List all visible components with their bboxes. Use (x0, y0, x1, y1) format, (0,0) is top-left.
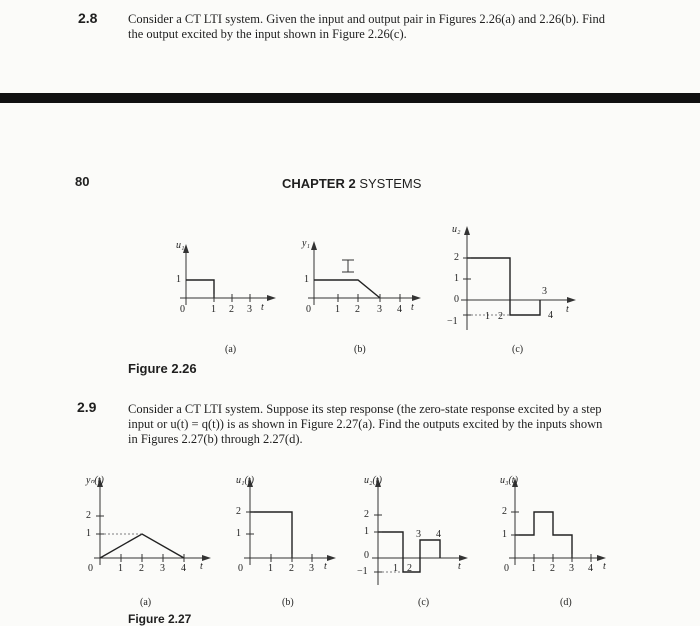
fig-2-27a-ytick-2: 2 (86, 510, 91, 521)
fig-2-26c-ytick-1: 1 (454, 273, 459, 284)
fig-2-27c-xtick-2: 2 (407, 563, 412, 574)
fig-2-27c-xtick-3: 3 (416, 529, 421, 540)
fig-2-26b-sublabel: (b) (354, 344, 366, 355)
fig-2-26b-signal (314, 280, 380, 298)
fig-2-26c-ytick-2: 2 (454, 252, 459, 263)
problem-2-9-line-3: in Figures 2.27(b) through 2.27(d). (128, 432, 303, 446)
fig-2-27c-ylabel: u₂(t) (364, 475, 382, 486)
problem-2-9-text (128, 402, 648, 447)
fig-2-26a-plot (180, 244, 276, 305)
fig-2-27b-xtick-1: 1 (268, 563, 273, 574)
fig-2-27c-ytick-neg1: −1 (357, 566, 368, 577)
fig-2-27d-xtick-4: 4 (588, 563, 593, 574)
fig-2-26a-xtick-t: t (261, 302, 264, 313)
fig-2-26c-sublabel: (c) (512, 344, 524, 355)
fig-2-26c-ylabel: u₂ (452, 224, 461, 235)
fig-2-26a-ytick-1: 1 (176, 274, 181, 285)
fig-2-26a-pulse (186, 280, 214, 298)
fig-2-27d-ytick-1: 1 (502, 529, 507, 540)
fig-2-26b-xtick-0: 0 (306, 304, 311, 315)
fig-2-27a-xtick-3: 3 (160, 563, 165, 574)
fig-2-27d-ytick-2: 2 (502, 506, 507, 517)
fig-2-26a-xtick-1: 1 (211, 304, 216, 315)
fig-2-27b-plot (244, 478, 336, 565)
fig-2-26b-xtick-3: 3 (377, 304, 382, 315)
fig-2-27b-ylabel: u₁(t) (236, 475, 254, 486)
chapter-title: SYSTEMS (359, 176, 422, 191)
fig-2-27a-xtick-1: 1 (118, 563, 123, 574)
problem-2-9-number: 2.9 (77, 399, 97, 415)
figure-2-26-caption: Figure 2.26 (128, 361, 197, 376)
fig-2-27b-xtick-0: 0 (238, 563, 243, 574)
fig-2-26c-xtick-t: t (566, 304, 569, 315)
fig-2-26b-ylabel: y₁ (302, 238, 310, 249)
fig-2-26a-xtick-0: 0 (180, 304, 185, 315)
problem-2-8-line-2: the output excited by the input shown in Figure 2.26(c). (128, 27, 407, 41)
fig-2-26b-xtick-1: 1 (335, 304, 340, 315)
fig-2-26a-xtick-2: 2 (229, 304, 234, 315)
fig-2-26b-xtick-2: 2 (355, 304, 360, 315)
fig-2-27a-xtick-0: 0 (88, 563, 93, 574)
fig-2-27d-xtick-1: 1 (531, 563, 536, 574)
fig-2-27c-ytick-1: 1 (364, 526, 369, 537)
problem-2-9-line-2: input or u(t) = q(t)) is as shown in Figure 2.27(a). Find the outputs excited by the inputs shown (128, 417, 603, 431)
fig-2-26a-xtick-3: 3 (247, 304, 252, 315)
fig-2-27a-sublabel: (a) (140, 597, 152, 608)
fig-2-26b-ytick-1: 1 (304, 274, 309, 285)
fig-2-27d-input (515, 512, 572, 558)
fig-2-27a-xtick-4: 4 (181, 563, 186, 574)
fig-2-27d-plot (509, 478, 606, 565)
fig-2-26b-plot (308, 241, 421, 305)
fig-2-26c-signal (467, 258, 540, 315)
problem-2-8-number: 2.8 (78, 10, 98, 26)
fig-2-27c-ytick-2: 2 (364, 509, 369, 520)
fig-2-26c-plot (461, 226, 576, 330)
fig-2-27a-ylabel: yₙ(t) (86, 475, 104, 486)
fig-2-27a-xtick-2: 2 (139, 563, 144, 574)
fig-2-26b-xtick-4: 4 (397, 304, 402, 315)
fig-2-27b-sublabel: (b) (282, 597, 294, 608)
fig-2-27b-ytick-1: 1 (236, 528, 241, 539)
fig-2-27b-xtick-2: 2 (289, 563, 294, 574)
fig-2-27a-plot (94, 478, 211, 565)
fig-2-27b-xtick-3: 3 (309, 563, 314, 574)
fig-2-27c-xtick-1: 1 (393, 563, 398, 574)
fig-2-27c-sublabel: (c) (418, 597, 430, 608)
fig-2-26c-ytick-0: 0 (454, 294, 459, 305)
fig-2-27d-xtick-2: 2 (550, 563, 555, 574)
fig-2-27c-xtick-4: 4 (436, 529, 441, 540)
fig-2-27d-xtick-3: 3 (569, 563, 574, 574)
figure-2-27-caption: Figure 2.27 (128, 612, 192, 626)
fig-2-26b-xtick-t: t (411, 302, 414, 313)
fig-2-26c-xtick-2: 2 (498, 311, 503, 322)
fig-2-26c-ytick-neg1: −1 (447, 316, 458, 327)
fig-2-26c-xtick-4: 4 (548, 310, 553, 321)
chapter-label: CHAPTER 2 (282, 176, 356, 191)
fig-2-27b-ytick-2: 2 (236, 506, 241, 517)
fig-2-27c-ytick-0: 0 (364, 550, 369, 561)
page-number: 80 (75, 174, 90, 189)
fig-2-26a-sublabel: (a) (225, 344, 237, 355)
fig-2-27d-xtick-t: t (603, 561, 606, 572)
fig-2-27d-xtick-0: 0 (504, 563, 509, 574)
fig-2-26a-ylabel: u₁ (176, 240, 185, 251)
fig-2-27d-ylabel: u₃(t) (500, 475, 518, 486)
problem-2-8-line-1: Consider a CT LTI system. Given the input and output pair in Figures 2.26(a) and 2.26(b). Find (128, 12, 606, 26)
fig-2-26c-xtick-1: 1 (485, 311, 490, 322)
fig-2-27c-xtick-t: t (458, 561, 461, 572)
problem-2-9-line-1: Consider a CT LTI system. Suppose its step response (the zero-state response excited by a step (128, 402, 602, 416)
fig-2-26c-xtick-3: 3 (542, 286, 547, 297)
fig-2-27a-ytick-1: 1 (86, 528, 91, 539)
fig-2-27d-sublabel: (d) (560, 597, 572, 608)
fig-2-27b-xtick-t: t (324, 561, 327, 572)
fig-2-27b-input (250, 512, 292, 558)
fig-2-27a-xtick-t: t (200, 561, 203, 572)
